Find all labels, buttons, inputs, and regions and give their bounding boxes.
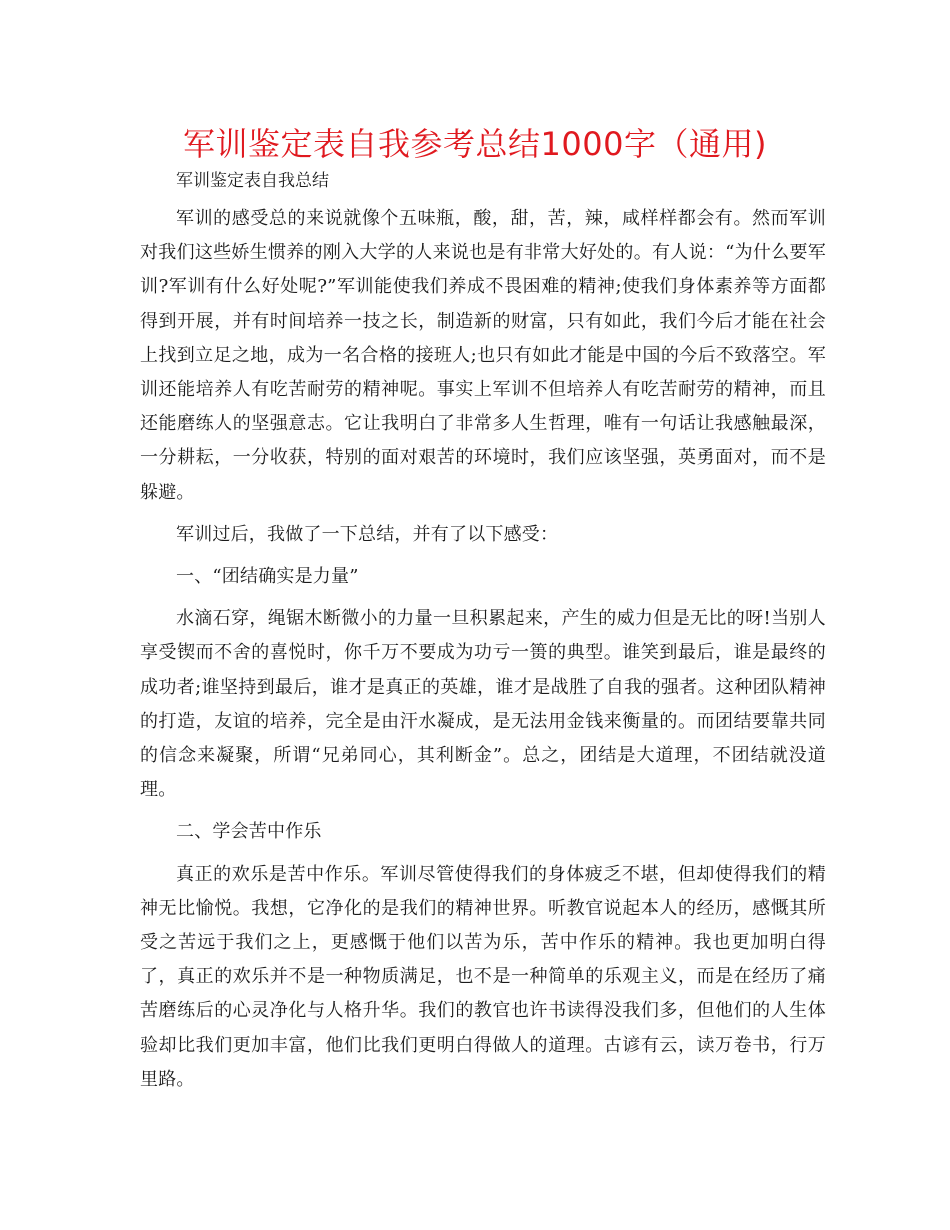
section-heading-hardship: 二、学会苦中作乐 — [176, 821, 322, 843]
paragraph-hardship: 真正的欢乐是苦中作乐。军训尽管使得我们的身体疲乏不堪，但却使得我们的精神无比愉悦。我想，它净化的是我们的精神世界。听教官说起本人的经历，感慨其所受之苦远于我们之上，更感慨于他们以苦为乐，苦中作乐的精神。我也更加明白得了，真正的欢乐并不是一种物质满足，也不是一种简单的乐观主义，而是在经历了痛苦磨练后的心灵净化与人格升华。我们的教官也许书读得没我们多，但他们的人生体验却比我们更加丰富，他们比我们更明白得做人的道理。古谚有云，读万卷书，行万里路。 — [140, 863, 826, 1090]
document-title: 军训鉴定表自我参考总结1000字（通用) — [183, 125, 767, 163]
document-subtitle: 军训鉴定表自我总结 — [176, 171, 329, 191]
section-heading-unity: 一、“团结确实是力量” — [176, 566, 359, 588]
document-body — [140, 202, 826, 1105]
paragraph-intro: 军训的感受总的来说就像个五味瓶，酸，甜，苦，辣，咸样样都会有。然而军训对我们这些娇生惯养的刚入大学的人来说也是有非常大好处的。有人说：“为什么要军训?军训有什么好处呢?”军训能使我们养成不畏困难的精神;使我们身体素养等方面都得到开展，并有时间培养一技之长，制造新的财富，只有如此，我们今后才能在社会上找到立足之地，成为一名合格的接班人;也只有如此才能是中国的今后不致落空。军训还能培养人有吃苦耐劳的精神呢。事实上军训不但培养人有吃苦耐劳的精神，而且还能磨练人的坚强意志。它让我明白了非常多人生哲理，唯有一句话让我感触最深，一分耕耘，一分收获，特别的面对艰苦的环境时，我们应该坚强，英勇面对，而不是躲避。 — [140, 208, 826, 503]
paragraph-unity: 水滴石穿，绳锯木断微小的力量一旦积累起来，产生的威力但是无比的呀!当别人享受锲而不舍的喜悦时，你千万不要成为功亏一篑的典型。谁笑到最后，谁是最终的成功者;谁坚持到最后，谁才是真正的英雄，谁才是战胜了自我的强者。这种团队精神的打造，友谊的培养，完全是由汗水凝成，是无法用金钱来衡量的。而团结要靠共同的信念来凝聚，所谓“兄弟同心，其利断金”。总之，团结是大道理，不团结就没道理。 — [140, 608, 826, 801]
paragraph-summary-lead: 军训过后，我做了一下总结，并有了以下感受： — [176, 523, 559, 545]
